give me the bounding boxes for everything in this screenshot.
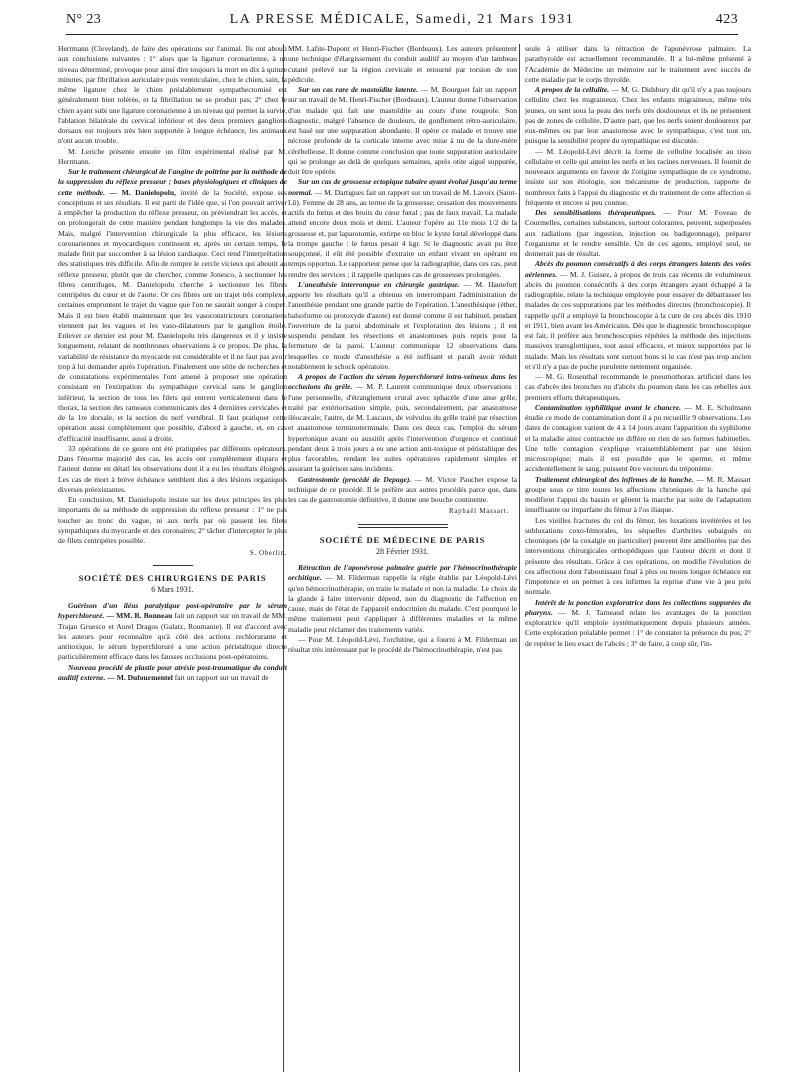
- paragraph: Herrmann (Cleveland), de faire des opérations sur l'animal. Ils ont abouti aux conclusions suivantes : 1° alors que la ligature coronarienne, à un niveau déterminé, provoque pour ainsi dire toujours la mort en dix à quinze minutes, par fibrillation auriculaire puis ventriculaire, chez le chien, sain, la même ligature chez le chien préalablement sympathectomisé est généralement bien tolérée, et la fibrillation ne se produit pas; 2° chez le chien ayant subi une ligature coronarienne à un niveau qui permet la survie, l'ablation bilatérale du cervical inférieur et des deux premiers ganglions dorsaux est toujours très bien supportée à longue échéance, les animaux n'ont aucun trouble.: [58, 44, 287, 146]
- page-number: 423: [715, 12, 738, 27]
- page-header: [66, 8, 738, 35]
- article: [288, 475, 517, 506]
- column-3: [525, 44, 751, 649]
- article: [525, 259, 751, 372]
- article: [525, 475, 751, 516]
- signature: S. Oberlin.: [249, 549, 287, 558]
- article-title: Intérêt de la ponction exploratrice dans les collections suppurées du pharynx.: [525, 597, 751, 617]
- journal-title: LA PRESSE MÉDICALE, Samedi, 21 Mars 1931: [229, 12, 575, 27]
- separator: [153, 565, 193, 566]
- article: [58, 167, 287, 444]
- paragraph: 33 opérations de ce genre ont été pratiquées par différents opérateurs. Dans l'énorme majorité des cas, les accès ont complètement disparu et l'auteur donne en détail les observations dont il a eu les résultats éloignés. Les cas de mort à brève échéance semblent dus à des lésions organiques diverses préexistantes.: [58, 443, 287, 494]
- paragraph: fait un rapport sur un travail de: [172, 672, 269, 682]
- article: [288, 563, 517, 635]
- paragraph: — M. Bourguet fait un rapport sur un travail de M. Henri-Fischer (Bordeaux). L'auteur donne l'observation d'un malade qui fait une mastoïdite au cours d'une rougeole. Son diagnostic, malgré l'absence de douleurs, de gonflement rétro-auriculaire, est basé sur une suppuration abondante. Il opère ce malade et trouve une nécrose profonde de la corticale interne avec mise à nu de la dure-mère cérébelleuse. Il donne comme conclusion que toute suppuration auriculaire qui se prolonge au delà de quelques semaines, après otite aiguë suppurée, doit être opérée.: [288, 85, 517, 176]
- paragraph: — M. Léopold-Lévi décrit la forme de cellulite localisée au tissu cellulaire et celle qui atteint les nerfs et les racines nerveuses. Il fournit de nouveaux arguments en faveur de l'origine sympathique de ce syndrome, insiste sur son étiologie, son mécanisme de production, rapporte de nombreux faits à l'appui du diagnostic et du traitement de cette affection si fréquente et encore si peu connue.: [525, 146, 751, 207]
- article: [288, 177, 517, 280]
- column-1: [58, 44, 287, 683]
- paragraph: — M. R. Massart groupe sous ce titre toutes les affections chroniques de la hanche qui modifient l'appui du bassin et gênent la marche par suite de l'adaptation insuffisante ou imparfaite du fémur à l'os iliaque.: [525, 474, 751, 515]
- article: [58, 601, 287, 663]
- paragraph: — M. J. Guisez, à propos de trois cas récents de volumineux abcès du poumon consécutifs à des corps étrangers ayant échappé à la radiographie, relate la technique employée pour essayer de débarrasser les malades de ces suppurations par les méthodes directes (bronchoscopie). Il rappelle qu'il a employé la bronchoscopie à la cure de ces abcès dès 1910 et 1911, bien avant les Américains. Dès que le diagnostic bronchoscopique est fait, il préfère aux bronchoscopies répétées la méthode des injections massives transglottiques, tout aussi efficaces, et mieux supportées par le malade. Mais les résultats sont surtout bons si le cas n'est pas trop ancien et s'il n'y a pas de poche purulente nettement organisée.: [525, 269, 751, 371]
- article: [525, 208, 751, 259]
- column-2: [288, 44, 517, 655]
- paragraph: — M. Hautefort apporte les résultats qu'il a obtenus en interrompant l'administration de l'anesthésie pendant une grande partie de l'opération. L'anesthésique (éther, balsoforme ou protoxyde d'azote) est donné comme il est habituel, pendant l'ouverture de la paroi abdominale et l'exploration des lésions ; il est suspendu pendant les résections et anastomoses puis repris pour la fermeture de la paroi. L'auteur communique 12 observations dans lesquelles ce mode d'anesthésie a été suffisant et paraît avoir réduit notablement le schock opératoire.: [288, 279, 517, 371]
- article: [58, 663, 287, 684]
- article: [288, 85, 517, 177]
- paragraph: Les vieilles fractures du col du fémur, les luxations invétérées et les subluxations coxo-fémorales, les séquelles d'arthrites subaiguës ou chroniques (de la coxalgie en particulier) peuvent être améliorées par des interventions chirurgicales orthopédiques que l'auteur décrit et dont il présente des résultats. Grâce à ces opérations, on modifie l'évolution de ces affections dont l'aboutissant final à plus ou moins longue échéance est l'impotence et on permet à ces infirmes la reprise d'une vie à peu près normale.: [525, 515, 751, 597]
- column-divider: [519, 44, 520, 1072]
- paragraph: — M. G. Rosenthal recommande le pneumothorax artificiel dans les cas d'abcès des bronches ou d'abcès du poumon dans les cas rebelles aux premiers efforts thérapeutiques.: [525, 372, 751, 402]
- issue-number: N° 23: [66, 12, 102, 27]
- paragraph: — M. Filderman rappelle la règle établie par Léopold-Lévi qu'en hémocrinothérapie, on traite le malade et non la maladie. Le choix de la glande à faire intervenir dépend, non du diagnostic de l'affection en cause, mais de l'état de l'appareil endocrinien du malade. C'est pourquoi le même traitement peut s'appliquer à différentes maladies et la même maladie peut réclamer des traitements variés.: [288, 573, 517, 634]
- article: [525, 85, 751, 147]
- article-title: Contamination syphilitique avant le chancre.: [535, 402, 682, 412]
- article: [288, 372, 517, 475]
- separator: [358, 524, 448, 528]
- article-title: A propos de l'action du sérum hyperchloruré intra-veineux dans les occlusions du grêle.: [288, 372, 517, 392]
- paragraph: — M. E. Schulmann étudie ce mode de contamination dont il a pu recueillir 9 observations. Les dates de contagion varient de 4 à 14 jours avant l'apparition du syphilome et la maladie ainsi contractée ne diffère en rien de ses formes habituelles. Une telle contagion s'explique vraisemblablement par une lésion microscopique; mais il est possible que le sperme, et même accidentellement le sang, puissent être vecteurs du tréponème.: [525, 402, 751, 474]
- paragraph: invité de la Société, expose ses conceptions et ses résultats. Il est parti de l'idée que, si l'on pouvait arriver à empêcher la production du réflexe presseur, on préviendrait les accès, et on prolongerait de cette manière pendant longtemps la vie des malades. Mais, malgré l'intervention chirurgicale la plus efficace, les lésions coronariennes et myocardiques continuent et, après un certain temps, le malade finit par succomber à sa lésion cardiaque. Ceci rend l'interprétation des statistiques très difficile. Afin de rompre le cercle vicieux qui aboutit au réflexe presseur, plutôt que de chercher, comme Jonesco, à sectionner les fibres centrifuges, M. Danielopolu cherche à sectionner les fibres centripètes du cœur et de l'aorte. Or ces fibres ont un trajet très complexe, certaines empruntent le trajet du vague que l'on ne saurait songer à couper. Mais il est bien établi maintenant que les vasoconstricteurs coronariens viennent par les vagues et les vaso-dilatateurs par le ganglion étoilé. Enlever ce dernier est pour M. Danielopolu très dangereux et il y insiste longuement, relatant de nombreuses observations à ce propos. De plus, la variabilité de résistance du myocarde est considérable et il ne faut pas avoir trop à lui demander après l'opération. Finalement une série de recherches et de constatations expérimentales l'ont amené à proposer une opération consistant en l'extirpation du sympathique cervical sans le ganglion inférieur, la section de tous les filets qui entrent verticalement dans le thorax, la section des rameaux communicants des 4 dernières cervicales et de la 1re dorsale, et la section du nerf vertébral. Il faut pratiquer cette opération aussi complètement que possible, d'abord à gauche, et, en cas d'efficacité insuffisante, aussi à droite.: [58, 187, 287, 443]
- article-title: Sur un cas de grossesse ectopique tubaire ayant évolué jusqu'au terme normal.: [288, 177, 517, 197]
- article-title: L'anesthésie interrompue en chirurgie gastrique.: [298, 279, 460, 289]
- paragraph: — M. J. Tarneaud relate les avantages de la ponction exploratrice qu'il emploie systématiquement depuis plusieurs années. Cette exploration préalable permet : 1° de constater la présence du pus; 2° de repérer le lieu exact de l'abcès ; 3° de faire, à coup sûr, l'in-: [525, 607, 751, 648]
- article-title: Abcès du poumon consécutifs à des corps étrangers latents des voies aériennes.: [525, 259, 751, 279]
- article-title: Nouveau procédé de plastie pour atrésie post-traumatique du conduit auditif externe.: [58, 662, 287, 682]
- article: [525, 598, 751, 649]
- paragraph: — Pour M. Foveau de Courmelles, certaines substances, surtout colorantes, peuvent, superposées aux radiations (par ingestion, injection ou badigeonnage), préparer l'organisme et le rendre sensible. Un de ces agents, employé seul, ne donnerait pas de résultat.: [525, 208, 751, 258]
- paragraph: fait un rapport sur un travail de MM. Trajan Gruesco et Aurel Dragos (Galatz, Roumanie). Il est d'accord avec les auteurs pour reconnaître qu'à côté des actions rechlorurante et antitoxique, le sérum hyperchloruré a une action péristaltique directe particulièrement efficace dans les fausses occlusions post-opératoires.: [58, 611, 287, 662]
- session-date: 6 Mars 1931.: [151, 584, 194, 594]
- paragraph: MM. Lafite-Dupont et Henri-Fischer (Bordeaux). Les auteurs présentent une technique d'élargissement du conduit auditif au moyen d'un lambeau cutané prélevé sur la région cervicale et retourné par torsion de son pédicule.: [288, 44, 517, 84]
- article-title: Guérison d'un iléus paralytique post-opératoire par le sérum hyperchloruré.: [58, 601, 287, 621]
- author: — MM. R. Bonneau: [104, 611, 173, 621]
- session-date: 28 Février 1931.: [375, 546, 430, 556]
- signature: Raphaël Massart.: [449, 508, 509, 516]
- paragraph: — M. Victor Pauchet expose la technique de ce procédé. Il le préfère aux autres procédés parce que, dans les cas de gastrostomie définitive, il donne une bouche continente.: [288, 474, 517, 504]
- paragraph: M. Leriche présente ensuite un film expérimental réalisé par M. Herrmann.: [58, 146, 287, 166]
- author: — M. Dufourmentel: [105, 672, 173, 682]
- article: [525, 403, 751, 475]
- article-title: Sur un cas rare de mastoïdite latente.: [298, 85, 419, 94]
- author: — M. Danielopolu,: [105, 187, 176, 197]
- society-heading: SOCIÉTÉ DES CHIRURGIENS DE PARIS: [78, 572, 267, 583]
- paragraph: En conclusion, M. Danielopolu insiste sur les deux principes les plus importants de sa méthode de suppression du réflexe presseur : 1° ne pas toucher au tronc du vague, ni aux nerfs par où passent les filets sympathiques du myocarde et des coronaires; 2° tâcher d'intercepter le plus de filets centripètes possible.: [58, 495, 287, 545]
- society-heading: SOCIÉTÉ DE MÉDECINE DE PARIS: [319, 534, 486, 545]
- paragraph: — M. Dartigues fait un rapport sur un travail de M. Lavoix (Saint-Lô). Femme de 28 ans, au terme de la grossesse; cessation des mouvements actifs du fœtus et des bruits du cœur fœtal ; pas de faux travail. La malade attend encore deux mois et demi. L'auteur l'opère au 11e mois 1/2 de la grossesse et, par laparotomie, extirpe en bloc le kyste fœtal développé dans la trompe gauche : le fœtus pesait 4 kgr. Si le diagnostic avait pu être soupçonné, il eût été possible d'extraire un enfant vivant en opérant en temps opportun. Le rapporteur pense que la radiographie, dans ces cas, peut rendre des services ; il rappelle quelques cas de grossesses prolongées.: [288, 187, 517, 279]
- paragraph: seule à utiliser dans la rétraction de l'aponévrose palmaire. La parathyroïde est actuellement recommandée. Il a lui-même présenté à l'Académie de Médecine un mémoire sur le traitement avec succès de cette maladie par le corps thyroïde.: [525, 44, 751, 84]
- article-title: Gastrostomie (procédé de Depage).: [298, 474, 412, 484]
- paragraph: — M. G. Didsbury dit qu'il n'y a pas toujours cellulite chez les migraineux. Chez les enfants migraineux, même très jeunes, on sent sous la peau des nerfs très douloureux et ils ne présentent pas de zones de cellulite. D'autre part, que les nerfs soient douloureux par eux-mêmes ou par leur anastomose avec le sympathique, c'est tout un, puisque la sensibilité propre du sympathique est discutée.: [525, 85, 752, 146]
- article: [288, 280, 517, 372]
- paragraph: — Pour M. Léopold-Lévi, l'orchitine, qui a fourni à M. Filderman un résultat très intéressant par le procédé de l'hémocrinothérapie, n'est pas: [288, 634, 517, 654]
- article-title: Rétraction de l'aponévrose palmaire guérie par l'hémocrinothérapie orchitique.: [288, 563, 517, 583]
- article-title: Des sensibilisations thérapeutiques.: [535, 208, 657, 217]
- paragraph: — M. P. Laurent communique deux observations : l'une personnelle, d'étranglement crural avec sphacèle d'une anse grêle, traité par extériorisation simple, puis, secondairement, par anastomose iléocæcale; l'autre, de M. Lascaux, de volvulus du grêle traité par résection et anastomose terminoterminale. Dans ces deux cas, l'emploi du sérum hypertonique avant ou aussitôt après l'intervention d'urgence et continué pendant deux à trois jours a eu une action anti-toxique et péristaltique des plus favorables, rendant les suites opératoires rapidement simples et assurant la guérison sans incidents.: [288, 382, 517, 474]
- article-title: Sur le traitement chirurgical de l'angine de poitrine par la méthode de la suppression du réflexe presseur ; bases physiologiques et cliniques de cette méthode.: [58, 167, 287, 197]
- article-title: Traitement chirurgical des infirmes de la hanche.: [535, 474, 694, 484]
- article-title: A propos de la cellulite.: [535, 85, 610, 94]
